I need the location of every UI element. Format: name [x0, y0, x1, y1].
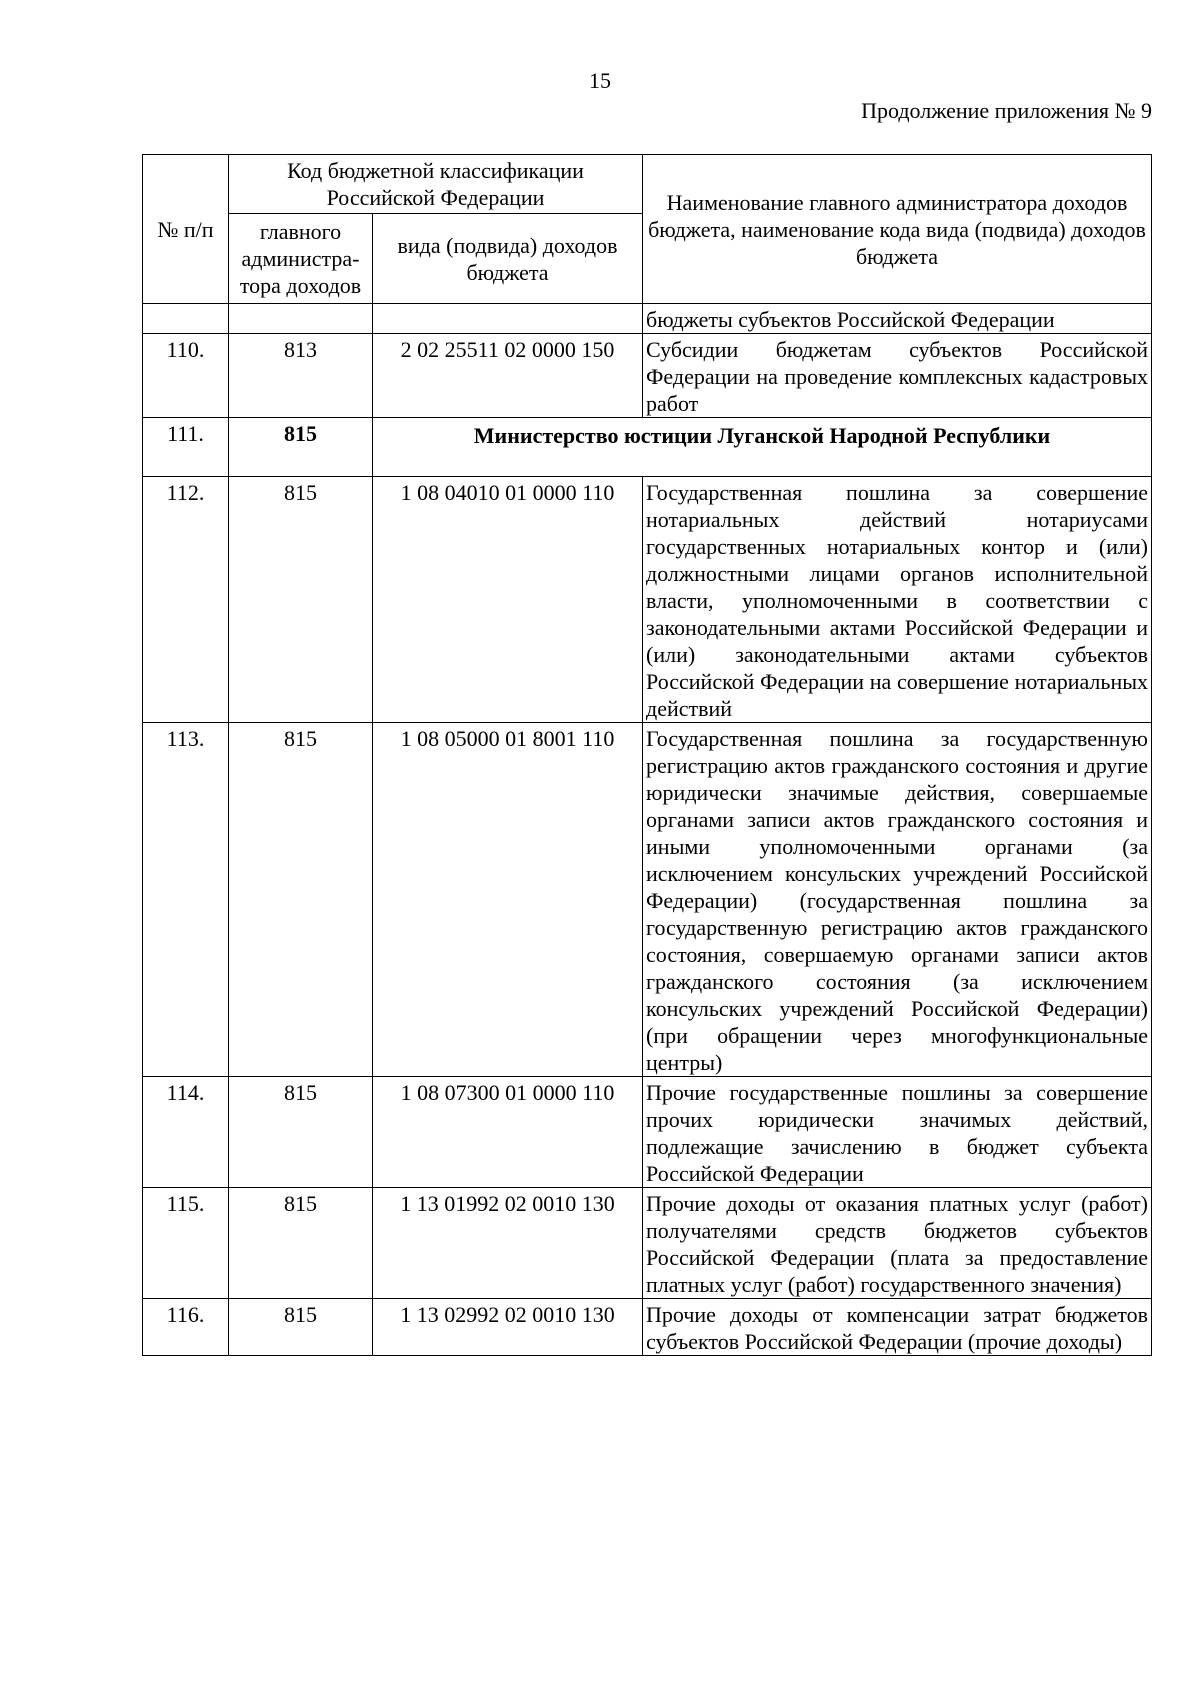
- cell-income-code: 2 02 25511 02 0000 150: [373, 334, 643, 418]
- table-row: [143, 334, 1152, 418]
- cell-num: 115.: [143, 1188, 229, 1299]
- cell-empty: [143, 304, 229, 334]
- cell-num: 110.: [143, 334, 229, 418]
- cell-income-name: Субсидии бюджетам субъектов Российской Федерации на проведение комплексных кадастровых работ: [643, 334, 1152, 418]
- table-row-continuation: [143, 304, 1152, 334]
- cell-income-code: 1 13 01992 02 0010 130: [373, 1188, 643, 1299]
- cell-num: 112.: [143, 477, 229, 723]
- cell-income-name: Государственная пошлина за совершение нотариальных действий нотариусами государственных нотариальных контор и (или) должностными лицами органов исполнительной власти, уполномоченными в соответствии с законодательными актами Российской Федерации и (или) законодательными актами субъектов Российской Федерации на совершение нотариальных действий: [643, 477, 1152, 723]
- page-number: 15: [589, 68, 611, 93]
- cell-empty: [373, 304, 643, 334]
- cell-admin-code: 815: [229, 1188, 373, 1299]
- cell-ministry-name: Министерство юстиции Луганской Народной Республики: [373, 418, 1152, 477]
- cell-income-code: 1 08 04010 01 0000 110: [373, 477, 643, 723]
- table-row-ministry: [143, 418, 1152, 477]
- table-row: [143, 1077, 1152, 1188]
- cell-admin-code: 813: [229, 334, 373, 418]
- cell-income-name: Прочие доходы от компенсации затрат бюджетов субъектов Российской Федерации (прочие доходы): [643, 1299, 1152, 1356]
- cell-income-code: 1 13 02992 02 0010 130: [373, 1299, 643, 1356]
- cell-num: 111.: [143, 418, 229, 477]
- budget-classification-table: [142, 154, 1152, 1356]
- cell-income-code: 1 08 07300 01 0000 110: [373, 1077, 643, 1188]
- table-row: [143, 723, 1152, 1077]
- cell-num: 116.: [143, 1299, 229, 1356]
- header-admin: главного администра-тора доходов: [229, 214, 373, 304]
- header-name: Наименование главного администратора доходов бюджета, наименование кода вида (подвида) доходов бюджета: [643, 155, 1152, 304]
- cell-admin-code: 815: [229, 1077, 373, 1188]
- cell-income-name: Прочие доходы от оказания платных услуг (работ) получателями средств бюджетов субъектов Российской Федерации (плата за предоставление платных услуг (работ) государственного значения): [643, 1188, 1152, 1299]
- appendix-note: Продолжение приложения № 9: [861, 98, 1152, 123]
- cell-admin-code: 815: [229, 477, 373, 723]
- cell-admin-code: 815: [229, 723, 373, 1077]
- table-row: [143, 477, 1152, 723]
- cell-empty: [229, 304, 373, 334]
- cell-num: 114.: [143, 1077, 229, 1188]
- header-code-group: Код бюджетной классификации Российской Федерации: [229, 155, 643, 214]
- cell-income-code: 1 08 05000 01 8001 110: [373, 723, 643, 1077]
- cell-income-name: Государственная пошлина за государственную регистрацию актов гражданского состояния и другие юридически значимые действия, совершаемые органами записи актов гражданского состояния и иными уполномоченными органами (за исключением консульских учреждений Российской Федерации) (государственная пошлина за государственную регистрацию актов гражданского состояния, совершаемую органами записи актов гражданского состояния (за исключением консульских учреждений Российской Федерации) (при обращении через многофункциональные центры): [643, 723, 1152, 1077]
- table-row: [143, 1299, 1152, 1356]
- header-code: вида (подвида) доходов бюджета: [373, 214, 643, 304]
- cell-admin-code: 815: [229, 1299, 373, 1356]
- cell-num: 113.: [143, 723, 229, 1077]
- cell-admin-code: 815: [229, 418, 373, 477]
- cell-income-name: Прочие государственные пошлины за совершение прочих юридически значимых действий, подлежащие зачислению в бюджет субъекта Российской Федерации: [643, 1077, 1152, 1188]
- header-num: № п/п: [143, 155, 229, 304]
- table-row: [143, 1188, 1152, 1299]
- cell-continuation-text: бюджеты субъектов Российской Федерации: [643, 304, 1152, 334]
